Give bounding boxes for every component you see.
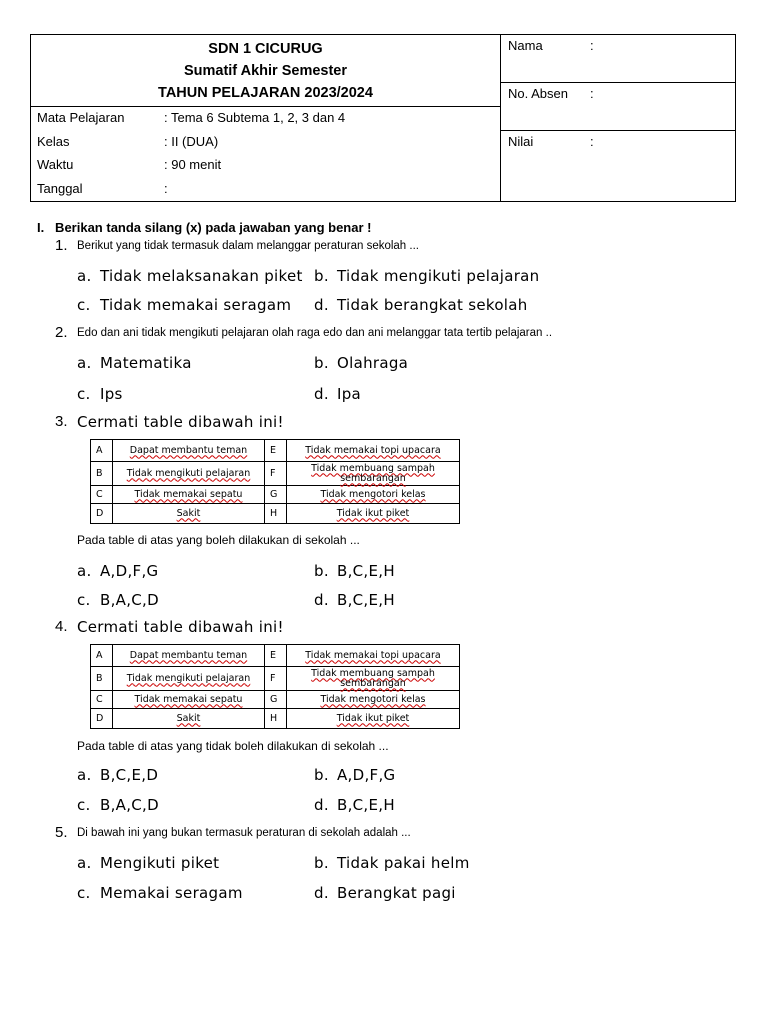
option-key: a. xyxy=(77,562,92,580)
option-key: c. xyxy=(77,591,91,609)
question-note: Pada table di atas yang boleh dilakukan di sekolah ... xyxy=(77,533,360,547)
option-d[interactable] xyxy=(314,385,361,403)
section-title: I. Berikan tanda silang (x) pada jawaban yang benar ! xyxy=(37,220,372,235)
option-text: B,C,E,H xyxy=(337,591,395,609)
option-key: a. xyxy=(77,854,92,872)
option-key: a. xyxy=(77,766,92,784)
table-cell-text: Tidak mengikuti pelajaran xyxy=(113,462,265,486)
question-note: Pada table di atas yang tidak boleh dilakukan di sekolah ... xyxy=(77,739,389,753)
info-label: Tanggal xyxy=(37,180,83,196)
info-value: : 90 menit xyxy=(164,157,222,172)
option-a[interactable] xyxy=(77,562,158,580)
table-cell-key: G xyxy=(265,691,287,709)
question-text: Cermati table dibawah ini! xyxy=(77,413,284,431)
option-text: A,D,F,G xyxy=(100,562,159,580)
option-key: b. xyxy=(314,354,329,372)
table-row xyxy=(91,709,460,729)
table-cell-text: Tidak mengotori kelas xyxy=(287,691,460,709)
table-cell-text: Tidak ikut piket xyxy=(287,709,460,729)
option-text: B,A,C,D xyxy=(100,591,159,609)
table-cell-text: Tidak membuang sampah sembarangan xyxy=(287,462,460,486)
table-cell-text: Tidak mengotori kelas xyxy=(287,486,460,504)
option-b[interactable] xyxy=(314,854,470,872)
option-key: a. xyxy=(77,267,92,285)
question-number: 4. xyxy=(55,618,68,635)
question-text: Di bawah ini yang bukan termasuk peraturan di sekolah adalah ... xyxy=(77,827,411,839)
table-cell-key: F xyxy=(265,667,287,691)
table-cell-key: A xyxy=(91,645,113,667)
table-cell-text: Tidak memakai topi upacara xyxy=(287,440,460,462)
option-c[interactable] xyxy=(77,591,159,609)
option-text: Tidak memakai seragam xyxy=(100,296,292,314)
table-cell-key: D xyxy=(91,504,113,524)
option-a[interactable] xyxy=(77,766,158,784)
info-row-class xyxy=(31,131,500,155)
option-key: b. xyxy=(314,562,329,580)
option-d[interactable] xyxy=(314,884,456,902)
question-text: Berikut yang tidak termasuk dalam melanggar peraturan sekolah ... xyxy=(77,240,419,252)
option-b[interactable] xyxy=(314,562,395,580)
info-value: : xyxy=(164,180,168,196)
score-colon: : xyxy=(590,134,594,149)
option-b[interactable] xyxy=(314,267,539,285)
option-key: c. xyxy=(77,296,91,314)
option-a[interactable] xyxy=(77,354,192,372)
info-label: Mata Pelajaran xyxy=(37,110,125,125)
info-label: Kelas xyxy=(37,133,70,149)
question-number: 5. xyxy=(55,824,68,841)
exam-name: Sumatif Akhir Semester xyxy=(183,63,348,79)
option-key: d. xyxy=(314,296,329,314)
table-cell-key: C xyxy=(91,691,113,709)
info-value: : II (DUA) xyxy=(164,133,219,149)
option-c[interactable] xyxy=(77,884,243,902)
option-key: c. xyxy=(77,385,91,403)
table-row xyxy=(91,691,460,709)
table-cell-key: C xyxy=(91,486,113,504)
academic-year: TAHUN PELAJARAN 2023/2024 xyxy=(158,85,373,101)
absen-label: No. Absen xyxy=(508,86,568,101)
info-row-time xyxy=(31,154,500,178)
option-b[interactable] xyxy=(314,766,395,784)
table-cell-text: Sakit xyxy=(113,504,265,524)
option-text: B,C,E,H xyxy=(337,562,395,580)
option-key: c. xyxy=(77,796,91,814)
option-text: A,D,F,G xyxy=(337,766,396,784)
exam-header xyxy=(30,34,736,202)
question-text: Cermati table dibawah ini! xyxy=(77,618,284,636)
option-text: Ips xyxy=(100,385,123,403)
option-text: Tidak berangkat sekolah xyxy=(337,296,528,314)
exam-header-right xyxy=(501,35,735,201)
question-number: 1. xyxy=(55,237,68,254)
name-colon: : xyxy=(590,38,594,53)
option-key: d. xyxy=(314,591,329,609)
score-label: Nilai xyxy=(508,134,534,149)
option-text: Tidak melaksanakan piket xyxy=(100,267,303,285)
option-text: Matematika xyxy=(100,354,192,372)
option-text: Mengikuti piket xyxy=(100,854,220,872)
info-label: Waktu xyxy=(37,157,74,172)
table-cell-key: F xyxy=(265,462,287,486)
option-text: B,C,E,H xyxy=(337,796,395,814)
option-key: d. xyxy=(314,884,329,902)
option-c[interactable] xyxy=(77,385,123,403)
option-text: B,A,C,D xyxy=(100,796,159,814)
table-cell-key: E xyxy=(265,645,287,667)
info-row-subject xyxy=(31,107,500,131)
option-key: b. xyxy=(314,854,329,872)
name-field[interactable] xyxy=(501,35,735,83)
option-key: d. xyxy=(314,385,329,403)
criteria-table xyxy=(90,439,460,524)
question-number: 3. xyxy=(55,413,68,430)
table-cell-text: Tidak memakai sepatu xyxy=(113,691,265,709)
table-row xyxy=(91,486,460,504)
option-key: b. xyxy=(314,766,329,784)
table-cell-key: E xyxy=(265,440,287,462)
exam-title-block xyxy=(31,35,500,107)
table-row xyxy=(91,504,460,524)
table-cell-text: Tidak memakai topi upacara xyxy=(287,645,460,667)
absen-field[interactable] xyxy=(501,83,735,131)
option-text: B,C,E,D xyxy=(100,766,159,784)
option-key: a. xyxy=(77,354,92,372)
table-cell-key: G xyxy=(265,486,287,504)
option-a[interactable] xyxy=(77,854,219,872)
option-a[interactable] xyxy=(77,267,303,285)
criteria-table xyxy=(90,644,460,729)
score-field[interactable] xyxy=(501,131,735,201)
name-label: Nama xyxy=(508,38,543,53)
option-d[interactable] xyxy=(314,296,528,314)
table-cell-key: B xyxy=(91,462,113,486)
exam-header-left xyxy=(31,35,501,201)
option-text: Tidak pakai helm xyxy=(337,854,470,872)
option-b[interactable] xyxy=(314,354,408,372)
table-cell-key: D xyxy=(91,709,113,729)
table-cell-text: Tidak membuang sampah sembarangan xyxy=(287,667,460,691)
table-row xyxy=(91,645,460,667)
option-text: Berangkat pagi xyxy=(337,884,456,902)
option-text: Tidak mengikuti pelajaran xyxy=(337,267,540,285)
option-c[interactable] xyxy=(77,296,291,314)
table-row xyxy=(91,440,460,462)
option-d[interactable] xyxy=(314,796,395,814)
option-key: c. xyxy=(77,884,91,902)
table-cell-text: Tidak memakai sepatu xyxy=(113,486,265,504)
option-key: d. xyxy=(314,796,329,814)
question-text: Edo dan ani tidak mengikuti pelajaran olah raga edo dan ani melanggar tata tertib pelajaran .. xyxy=(77,327,553,339)
table-cell-text: Sakit xyxy=(113,709,265,729)
question-number: 2. xyxy=(55,324,68,341)
table-cell-text: Dapat membantu teman xyxy=(113,440,265,462)
option-c[interactable] xyxy=(77,796,159,814)
table-row xyxy=(91,462,460,486)
table-cell-key: A xyxy=(91,440,113,462)
option-text: Ipa xyxy=(337,385,362,403)
table-row xyxy=(91,667,460,691)
info-value: : Tema 6 Subtema 1, 2, 3 dan 4 xyxy=(164,110,346,125)
table-cell-key: H xyxy=(265,709,287,729)
table-cell-text: Dapat membantu teman xyxy=(113,645,265,667)
option-text: Olahraga xyxy=(337,354,409,372)
info-row-date xyxy=(31,178,500,202)
table-cell-text: Tidak ikut piket xyxy=(287,504,460,524)
table-cell-text: Tidak mengikuti pelajaran xyxy=(113,667,265,691)
school-name: SDN 1 CICURUG xyxy=(208,41,323,57)
option-text: Memakai seragam xyxy=(100,884,243,902)
table-cell-key: B xyxy=(91,667,113,691)
absen-colon: : xyxy=(590,86,594,101)
table-cell-key: H xyxy=(265,504,287,524)
option-key: b. xyxy=(314,267,329,285)
option-d[interactable] xyxy=(314,591,395,609)
